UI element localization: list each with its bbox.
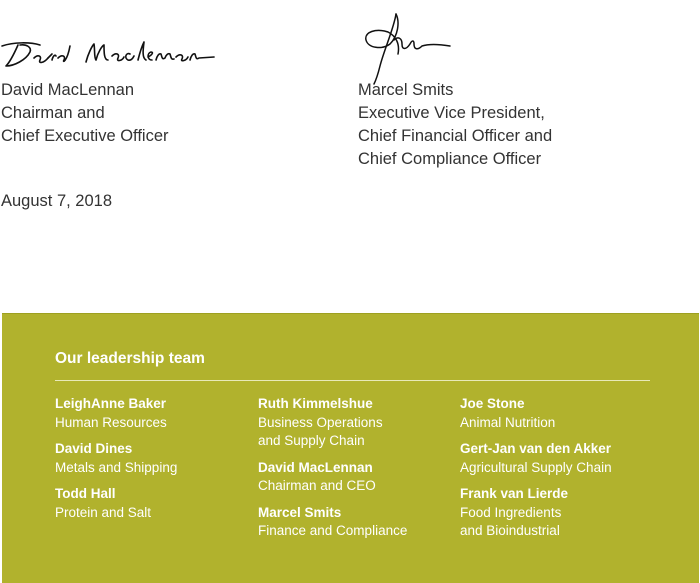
leader-name: LeighAnne Baker: [55, 396, 167, 411]
leader-entry: [460, 395, 612, 432]
leadership-column: [55, 395, 177, 530]
leader-role: Agricultural Supply Chain: [460, 459, 612, 475]
signer-title-line: Chief Compliance Officer: [358, 150, 542, 168]
signer-david-maclennan: [1, 79, 169, 148]
leader-entry: [258, 459, 407, 496]
leader-name: Gert-Jan van den Akker: [460, 441, 612, 456]
leadership-column: [258, 395, 407, 549]
signer-title-line: Chairman and: [1, 104, 105, 122]
signature-david-maclennan: [0, 36, 216, 70]
signer-title-line: Chief Executive Officer: [1, 127, 169, 145]
signer-name: Marcel Smits: [358, 81, 454, 99]
signer-title-line: Executive Vice President,: [358, 104, 545, 122]
leader-name: Frank van Lierde: [460, 486, 569, 501]
leader-role: Business Operations: [258, 414, 383, 430]
leader-name: David Dines: [55, 441, 133, 456]
leader-role: and Supply Chain: [258, 433, 365, 448]
leader-role: Protein and Salt: [55, 504, 152, 520]
leader-role: Metals and Shipping: [55, 459, 178, 475]
leader-name: Joe Stone: [460, 396, 525, 411]
leader-role: Human Resources: [55, 414, 167, 430]
divider: [55, 380, 650, 381]
leadership-column: [460, 395, 612, 549]
leader-name: Marcel Smits: [258, 504, 342, 520]
signer-name: David MacLennan: [1, 81, 134, 99]
leader-entry: [460, 485, 612, 541]
leader-entry: [460, 440, 612, 477]
leader-role: and Bioindustrial: [460, 523, 560, 538]
leadership-heading: Our leadership team: [55, 350, 205, 367]
leadership-panel: [2, 313, 699, 583]
signer-marcel-smits: [358, 79, 552, 171]
signature-marcel-smits: [354, 10, 454, 90]
leader-role: Chairman and CEO: [258, 478, 376, 493]
leader-entry: [55, 440, 177, 477]
leader-entry: [258, 395, 407, 451]
leader-entry: [258, 504, 407, 541]
leader-name: David MacLennan: [258, 459, 373, 475]
leader-entry: [55, 395, 177, 432]
leader-name: Ruth Kimmelshue: [258, 396, 373, 411]
signer-title-line: Chief Financial Officer and: [358, 127, 553, 145]
leader-role: Finance and Compliance: [258, 523, 408, 538]
letter-date: August 7, 2018: [1, 192, 113, 210]
leader-role: Animal Nutrition: [460, 414, 556, 430]
leader-name: Todd Hall: [55, 486, 116, 501]
leader-entry: [55, 485, 177, 522]
leader-role: Food Ingredients: [460, 504, 562, 520]
